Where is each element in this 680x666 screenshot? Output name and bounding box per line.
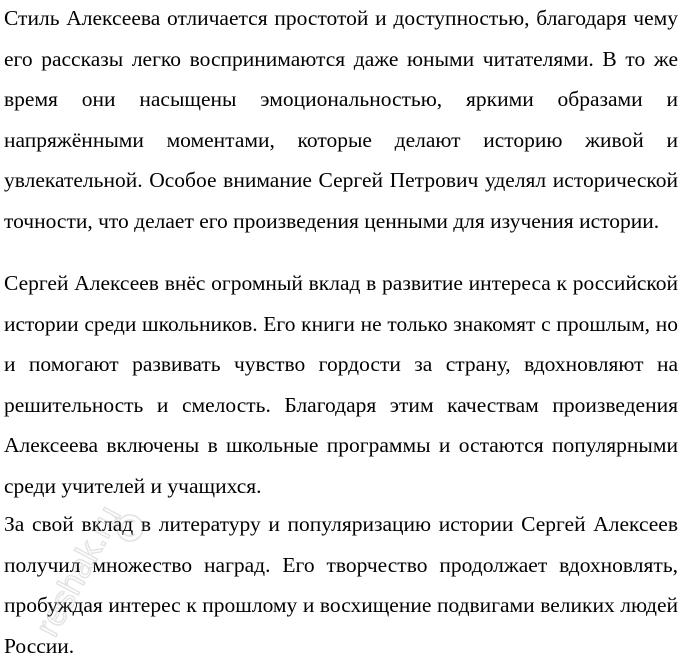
paragraph-awards: За свой вклад в литературу и популяризацию истории Сергей Алексеев получил множество наград. Его творчество продолжает вдохновлять, пробуждая интерес к прошлому и восхищение подвигами великих людей России. — [4, 512, 678, 658]
watermark-text: reshak.ru — [28, 499, 129, 643]
paragraph-style: Стиль Алексеева отличается простотой и доступностью, благодаря чему его рассказы легко воспринимаются даже юными читателями. В то же время они насыщены эмоциональностью, яркими образами и напряжёнными моментами, которые делают историю живой и увлекательной. Особое внимание Сергей Петрович уделял исторической точности, что делает его произведения ценными для изучения истории. — [4, 6, 678, 233]
paragraph-contribution: Сергей Алексеев внёс огромный вклад в развитие интереса к российской истории среди школьников. Его книги не только знакомят с прошлым, но и помогают развивать чувство гордости за страну, вдохновляют на решительность и смелость. Благодаря этим качествам произведения Алексеева включены в школьные программы и остаются популярными среди учителей и учащихся. — [4, 271, 678, 498]
